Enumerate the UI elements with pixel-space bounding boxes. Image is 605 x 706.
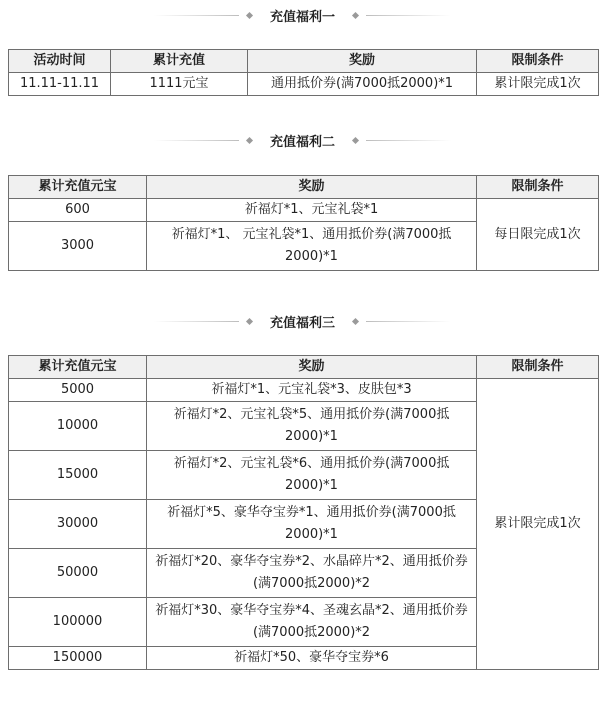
cell-amount: 50000 [9,549,147,598]
cell-reward: 祈福灯*20、豪华夺宝券*2、水晶碎片*2、通用抵价券(满7000抵2000)*2 [147,549,477,598]
cell-reward: 祈福灯*50、豪华夺宝券*6 [147,647,477,670]
cell-amount: 5000 [9,379,147,402]
cell-amount: 150000 [9,647,147,670]
reward-table-2 [8,175,599,271]
title-line-right [366,140,451,141]
title-line-left [154,140,239,141]
header-activity-time: 活动时间 [9,50,111,73]
cell-amount: 1111元宝 [111,73,248,96]
section-title-2 [0,130,605,150]
section-title-text: 充值福利二 [269,134,335,150]
header-recharge: 累计充值 [111,50,248,73]
title-line-left [154,15,239,16]
table-row [9,199,599,222]
table-header-row [9,356,599,379]
diamond-icon [246,317,253,324]
section-title-1 [0,5,605,25]
cell-amount: 100000 [9,598,147,647]
section-title-text: 充值福利一 [269,9,335,25]
diamond-icon [352,317,359,324]
header-limit: 限制条件 [477,176,599,199]
cell-reward: 祈福灯*1、元宝礼袋*1 [147,199,477,222]
reward-table-3 [8,355,599,670]
header-reward: 奖励 [248,50,477,73]
section-title-text: 充值福利三 [269,315,335,331]
diamond-icon [246,11,253,18]
cell-reward: 祈福灯*5、豪华夺宝券*1、通用抵价券(满7000抵2000)*1 [147,500,477,549]
table-row [9,73,599,96]
diamond-icon [246,136,253,143]
cell-amount: 3000 [9,222,147,271]
title-line-right [366,15,451,16]
cell-limit: 每日限完成1次 [477,199,599,271]
header-reward: 奖励 [147,176,477,199]
diamond-icon [352,136,359,143]
header-reward: 奖励 [147,356,477,379]
cell-limit: 累计限完成1次 [477,379,599,670]
cell-amount: 15000 [9,451,147,500]
header-recharge: 累计充值元宝 [9,356,147,379]
cell-reward: 祈福灯*2、元宝礼袋*5、通用抵价券(满7000抵2000)*1 [147,402,477,451]
cell-reward: 祈福灯*1、元宝礼袋*3、皮肤包*3 [147,379,477,402]
cell-reward: 祈福灯*30、豪华夺宝券*4、圣魂玄晶*2、通用抵价券(满7000抵2000)*2 [147,598,477,647]
reward-table-1 [8,49,599,96]
section-title-3 [0,311,605,331]
title-line-right [366,321,451,322]
cell-reward: 祈福灯*1、 元宝礼袋*1、通用抵价券(满7000抵2000)*1 [147,222,477,271]
cell-amount: 10000 [9,402,147,451]
header-limit: 限制条件 [477,356,599,379]
table-header-row [9,50,599,73]
cell-amount: 30000 [9,500,147,549]
header-recharge: 累计充值元宝 [9,176,147,199]
title-line-left [154,321,239,322]
cell-time: 11.11-11.11 [9,73,111,96]
diamond-icon [352,11,359,18]
cell-reward: 通用抵价券(满7000抵2000)*1 [248,73,477,96]
header-limit: 限制条件 [477,50,599,73]
table-row [9,379,599,402]
cell-amount: 600 [9,199,147,222]
cell-reward: 祈福灯*2、元宝礼袋*6、通用抵价券(满7000抵2000)*1 [147,451,477,500]
cell-limit: 累计限完成1次 [477,73,599,96]
table-header-row [9,176,599,199]
